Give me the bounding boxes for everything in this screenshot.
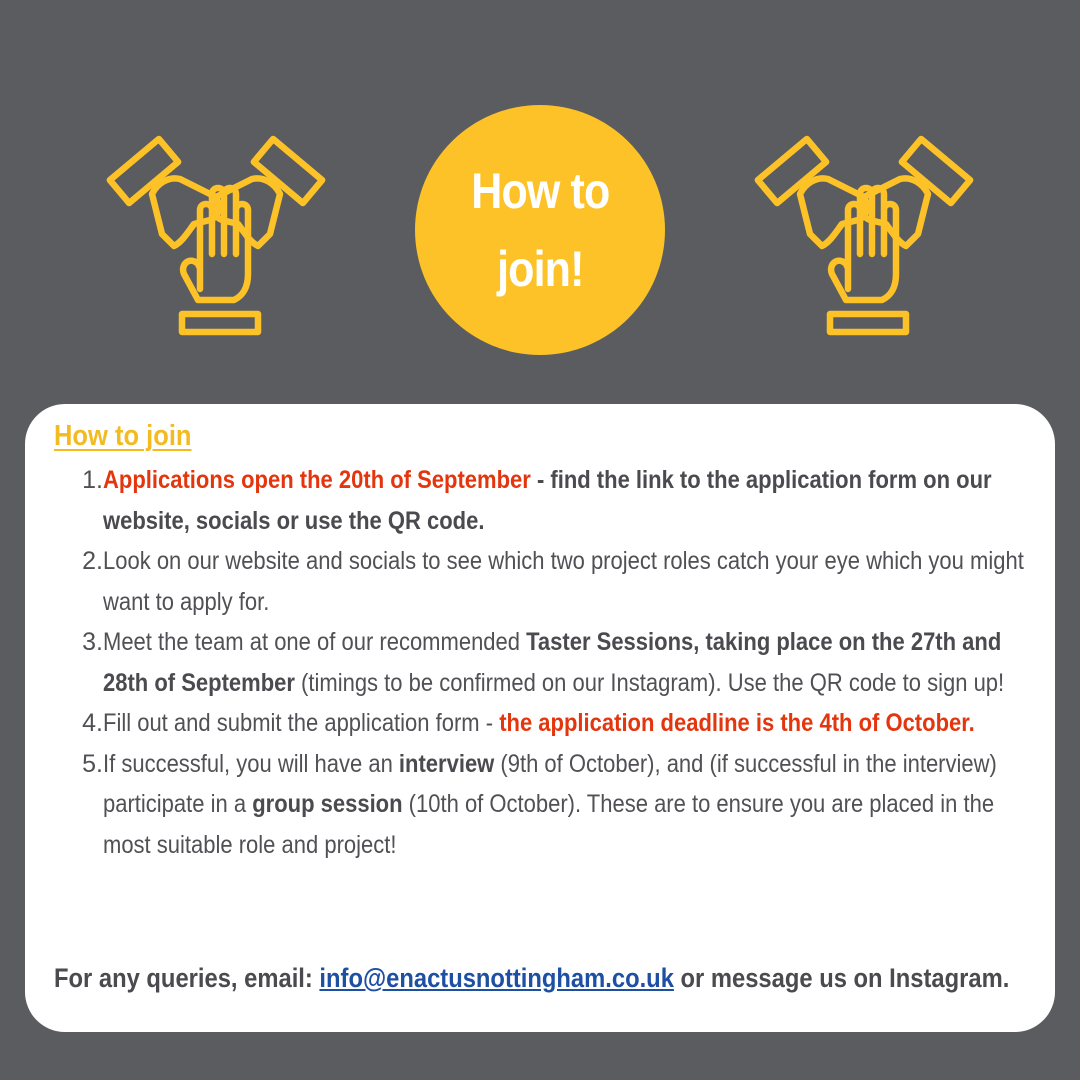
page-title — [471, 152, 609, 308]
hands-together-icon — [750, 124, 978, 339]
step-bold-text: group session — [252, 790, 403, 818]
step-text: Meet the team at one of our recommended — [103, 628, 527, 656]
step-highlight: the application deadline is the 4th of October. — [499, 709, 975, 737]
step-number: 5. — [82, 749, 103, 778]
info-card — [25, 404, 1055, 1032]
title-badge — [415, 105, 665, 355]
steps-list — [77, 460, 1032, 865]
step-bold-text: Taster Sessions, taking place on the 27th and 28th of September — [103, 628, 1002, 697]
step-item — [77, 541, 1032, 622]
step-item — [77, 622, 1032, 703]
title-line-1: How to — [470, 163, 610, 219]
step-text: If successful, you will have an — [103, 749, 399, 778]
step-highlight: Applications open the 20th of September — [103, 466, 531, 494]
step-text: (10th of October). These are to ensure you are placed in the most suitable role and project! — [103, 790, 995, 859]
step-item — [77, 744, 1032, 866]
step-text: (timings to be confirmed on our Instagram). Use the QR code to sign up! — [294, 668, 1005, 697]
contact-footer — [54, 963, 1054, 993]
footer-suffix: or message us on Instagram. — [673, 963, 1010, 993]
step-bold-text: - find the link to the application form on our website, socials or use the QR code. — [103, 466, 992, 535]
step-number: 1. — [82, 466, 103, 494]
step-number: 2. — [82, 547, 103, 575]
title-line-2: join! — [496, 241, 584, 297]
card-heading: How to join — [54, 420, 192, 452]
step-item — [77, 703, 1032, 744]
step-bold-text: interview — [398, 749, 495, 778]
step-item — [77, 460, 1032, 541]
step-number: 4. — [82, 709, 103, 737]
footer-prefix: For any queries, email: — [54, 963, 320, 993]
hands-together-icon — [102, 124, 330, 339]
step-text: Fill out and submit the application form - — [103, 709, 500, 737]
step-number: 3. — [82, 628, 103, 656]
step-text: (9th of October), and (if successful in the interview) participate in a — [103, 749, 997, 818]
step-text: Look on our website and socials to see which two project roles catch your eye which you might want to apply for. — [103, 547, 1024, 616]
email-link[interactable]: info@enactusnottingham.co.uk — [319, 963, 674, 993]
